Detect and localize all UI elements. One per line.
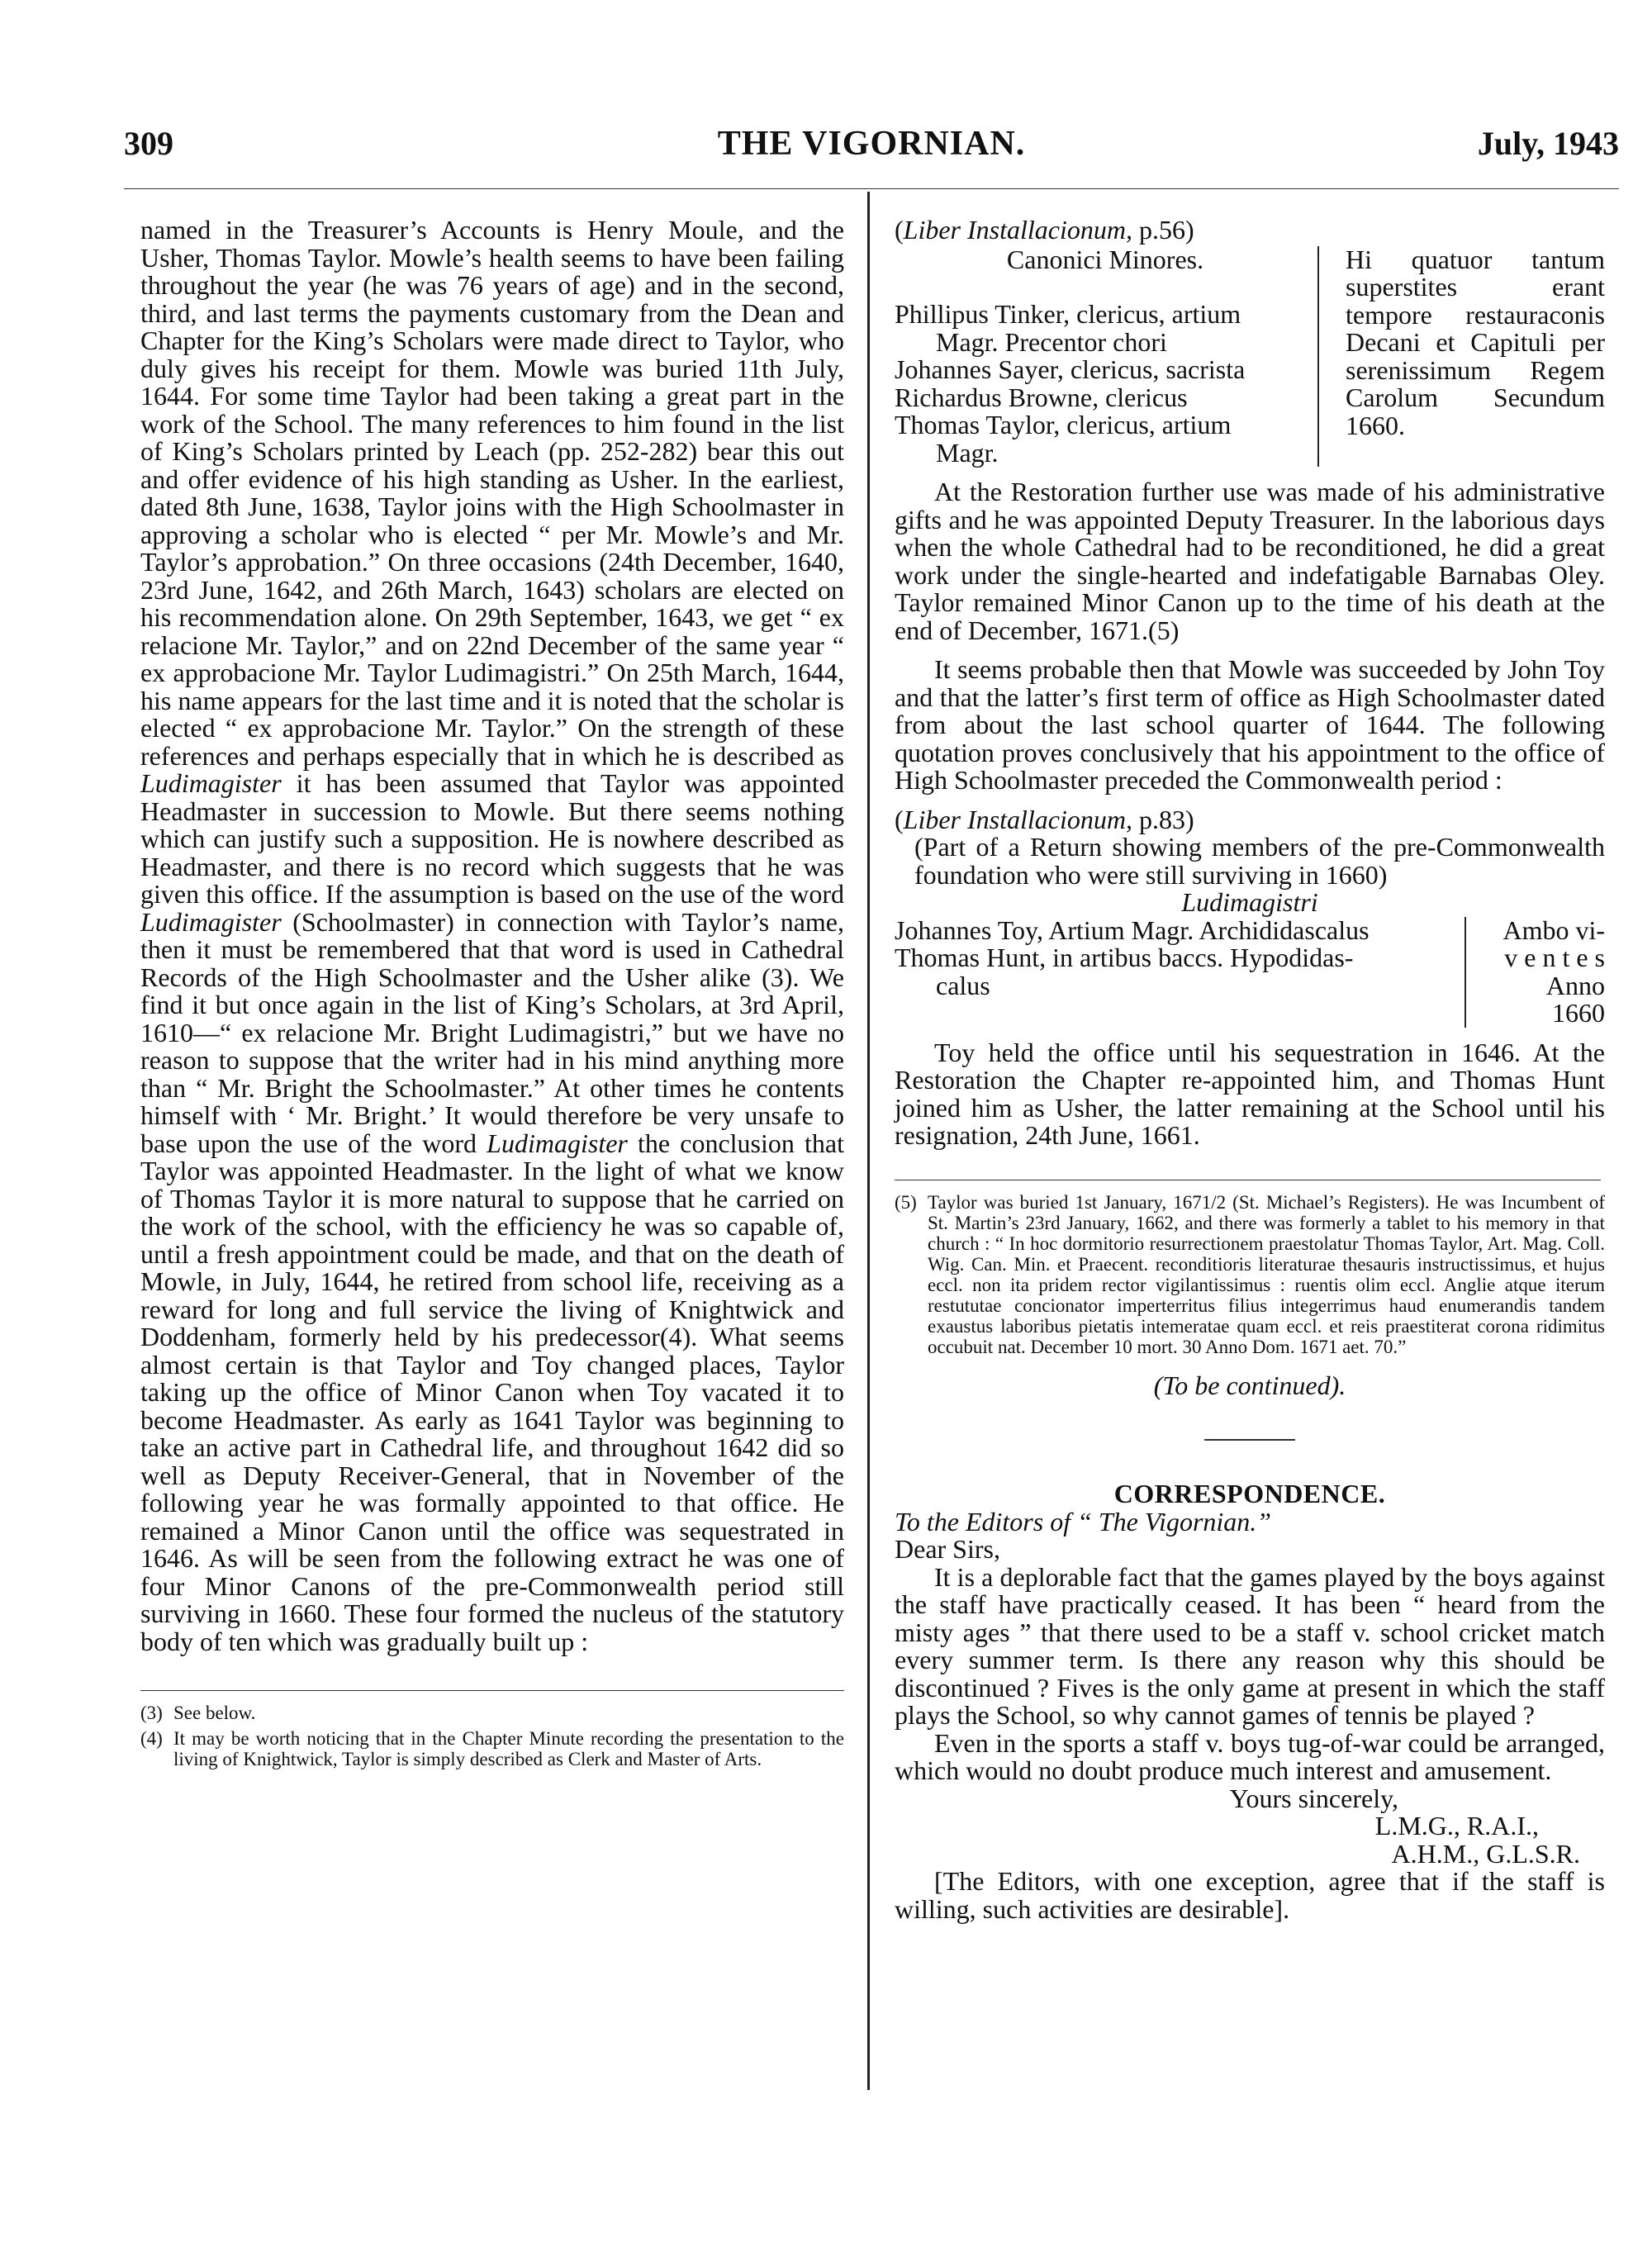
brace-icon (1317, 246, 1341, 468)
roster-entry: calus (936, 970, 990, 1000)
body-text: (Schoolmaster) in connection with Taylor’s name, then it must be remembered that that word is used in Cathedral Records of the High Schoolmaster and the Usher alike (3). We find it but once again in the list of King’s Scholars, at 3rd April, 1610—“ ex relacione Mr. Bright Ludimagistri,” but we have no reason to suppose that the writer had in his mind anything more than “ Mr. Bright the Schoolmaster.” At other times he contents himself with ‘ Mr. Bright.’ It would therefore be very unsafe to base upon the use of the word (140, 906, 845, 1158)
roster-entry: Richardus Browne, clericus (895, 382, 1188, 412)
roster-note-line: Ambo vi- (1502, 914, 1605, 945)
source-page: p.56) (1138, 215, 1194, 245)
page-number: 309 (124, 125, 173, 162)
footnote-text: See below. (173, 1703, 256, 1723)
footnote-rule (140, 1690, 844, 1691)
footnote-3 (140, 1703, 844, 1723)
roster-heading: Canonici Minores. (1006, 244, 1204, 274)
roster-note-line: v e n t e s (1504, 943, 1605, 972)
roster-entry: Magr. (936, 437, 999, 468)
roster-entry: Johannes Toy, Artium Magr. Archididascalus (895, 914, 1370, 945)
minor-canons-roster (895, 246, 1605, 468)
letter-closing: Yours sincerely, (1229, 1783, 1398, 1813)
body-paragraph: Toy held the office until his sequestration in 1646. At the Restoration the Chapter re-appointed him, and Thomas Hunt joined him as Usher, the latter remaining at the School until his resignation, 24th June, 1661. (895, 1037, 1605, 1150)
header-rule (124, 188, 1619, 189)
body-paragraph (140, 216, 844, 1655)
roster-entry: Magr. Precentor chori (936, 326, 1167, 357)
body-text: named in the Treasurer’s Accounts is Henry Moule, and the Usher, Thomas Taylor. Mowle’s health seems to have been failing throughout the year (he was 76 years of age) and in the second, third, and last terms the payments customary from the Dean and Chapter for the King’s Scholars were made direct to Taylor, who duly gives his receipt for them. Mowle was buried 11th July, 1644. For some time Taylor had been taking a great part in the work of the School. The many references to him found in the list of King’s Scholars printed by Leach (pp. 252-282) bear this out and offer evidence of his high standing as Usher. In the earliest, dated 8th June, 1638, Taylor joins with the High Schoolmaster in approving a scholar who is elected “ per Mr. Mowle’s and Mr. Taylor’s approbation.” On three occasions (24th December, 1640, 23rd June, 1642, and 26th March, 1643) scholars are elected on his recommendation alone. On 29th September, 1643, we get “ ex relacione Mr. Taylor,” and on 22nd December of the same year “ ex approbacione Mr. Taylor Ludimagistri.” On 25th March, 1644, his name appears for the last time and it is noted that the scholar is elected “ ex approbacione Mr. Taylor.” On the strength of these references and perhaps especially that in which he is described as (140, 215, 844, 771)
source-citation-1: (Liber Installacionum, p.56) (895, 215, 1194, 245)
roster-heading: Ludimagistri (1181, 887, 1318, 917)
footnote-text: Taylor was buried 1st January, 1671/2 (St. Michael’s Registers). He was Incumbent of St. Martin’s 23rd January, 1662, and there was formerly a tablet to his memory in that church : “ In hoc dormitorio resurrectionem praestolatur Thomas Taylor, Art. Mag. Coll. Wig. Can. Min. et Praecent. reconditioris literaturae thesauris instructissimus, et hujus eccl. non ita pridem rector vigilantissimus : ruentis olim eccl. Anglie atque iterum restututae concionator imperterritus filius integerrimus haud enumerandis tandem exaustus laboribus pietatis intemeratae quam eccl. et reis praestiterat corona ridimitus occubuit nat. December 10 mort. 30 Anno Dom. 1671 aet. 70.” (928, 1191, 1605, 1357)
letter-paragraph: It is a deplorable fact that the games played by the boys against the staff have practically ceased. It has been “ heard from the misty ages ” that there used to be a staff v. school cricket match every summer term. Is there any reason why this should be discontinued ? Fives is the only game at present in which the staff plays the School, so why cannot games of tennis be played ? (895, 1561, 1605, 1730)
letter-signatories: A.H.M., G.L.S.R. (1391, 1838, 1580, 1869)
footnote-4 (140, 1728, 844, 1769)
letter-salutation: Dear Sirs, (895, 1534, 1000, 1564)
letter-paragraph: Even in the sports a staff v. boys tug-of-war could be arranged, which would no doubt produce much interest and amusement. (895, 1727, 1605, 1785)
source-citation-2: (Liber Installacionum, p.83) (895, 804, 1194, 834)
letter-addressee: To the Editors of “ The Vigornian.” (895, 1506, 1272, 1536)
brace-icon (1464, 917, 1484, 1028)
emphasis-text: Ludimagister (487, 1128, 628, 1158)
footnote-5 (895, 1192, 1605, 1357)
roster-names (895, 914, 1464, 1028)
roster-entry: Thomas Hunt, in artibus baccs. Hypodidas- (895, 943, 1354, 972)
footnote-mark: (4) (140, 1728, 163, 1749)
roster-note-line: Anno 1660 (1545, 970, 1605, 1028)
roster-entry: Phillipus Tinker, clericus, artium (895, 299, 1241, 329)
page-header (124, 124, 1619, 173)
body-paragraph: At the Restoration further use was made of his administrative gifts and he was appointed Deputy Treasurer. In the laborious days when the whole Cathedral had to be reconditioned, he did a great work under the single-hearted and indefatigable Barnabas Oley. Taylor remained Minor Canon up to the time of his death at the end of December, 1671.(5) (895, 477, 1605, 645)
footnote-mark: (3) (140, 1703, 163, 1723)
letter-signatories: L.M.G., R.A.I., (1374, 1811, 1539, 1840)
column-divider (867, 192, 870, 2090)
emphasis-text: Ludimagister (140, 768, 282, 798)
roster-entry: Thomas Taylor, clericus, artium (895, 410, 1232, 439)
emphasis-text: Ludimagister (140, 906, 282, 937)
roster-note (1484, 914, 1605, 1028)
correspondence-heading: CORRESPONDENCE. (1113, 1479, 1386, 1508)
roster-entry: Johannes Sayer, clericus, sacrista (895, 354, 1246, 384)
roster-names (895, 246, 1316, 468)
source-title: Liber Installacionum, (903, 804, 1132, 834)
ludimagistri-roster (895, 914, 1605, 1028)
section-divider (1204, 1439, 1295, 1441)
right-column (895, 216, 1605, 1923)
issue-date: July, 1943 (1477, 125, 1619, 162)
source-page: p.83) (1138, 804, 1194, 834)
body-text: the conclusion that Taylor was appointed Headmaster. In the light of what we know of Thomas Taylor it is more natural to suppose that he carried on the work of the school, with the efficiency he was so capable of, until a fresh appointment could be made, and that on the death of Mowle, in July, 1644, he retired from school life, receiving as a reward for long and full service the living of Knightwick and Doddenham, formerly held by his predecessor(4). What seems almost certain is that Taylor and Toy changed places, Taylor taking up the office of Minor Canon when Toy vacated it to become Headmaster. As early as 1641 Taylor was beginning to take an active part in Cathedral life, and throughout 1642 did so well as Deputy Receiver-General, that in November of the following year he was formally appointed to that office. He remained a Minor Canon until the office was sequestrated in 1646. As will be seen from the following extract he was one of four Minor Canons of the pre-Commonwealth period still surviving in 1660. These four formed the nucleus of the statutory body of ten which was gradually built up : (140, 1128, 845, 1656)
body-text: it has been assumed that Taylor was appointed Headmaster in succession to Mowle. But there seems nothing which can justify such a supposition. He is nowhere described as Headmaster, and there is no record which suggests that he was given this office. If the assumption is based on the use of the word (140, 768, 845, 909)
footnote-mark: (5) (895, 1191, 917, 1213)
source-title: Liber Installacionum, (903, 215, 1132, 245)
source-note: (Part of a Return showing members of the pre-Commonwealth foundation who were still surviving in 1660) (914, 832, 1605, 890)
editors-note: [The Editors, with one exception, agree that if the staff is willing, such activities are desirable]. (895, 1866, 1605, 1924)
publication-title: THE VIGORNIAN. (717, 125, 1026, 163)
body-paragraph: It seems probable then that Mowle was succeeded by John Toy and that the latter’s first term of office as High Schoolmaster dated from about the last school quarter of 1644. The following quotation proves conclusively that his appointment to the office of High Schoolmaster preceded the Commonwealth period : (895, 654, 1605, 795)
roster-note: Hi quatuor tantum superstites erant tempore restauraconis Decani et Capituli per serenissimum Regem Carolum Secundum 1660. (1346, 244, 1605, 440)
to-be-continued: (To be continued). (1153, 1370, 1346, 1400)
left-column (140, 216, 844, 1769)
footnote-text: It may be worth noticing that in the Chapter Minute recording the presentation to the living of Knightwick, Taylor is simply described as Clerk and Master of Arts. (173, 1728, 844, 1769)
